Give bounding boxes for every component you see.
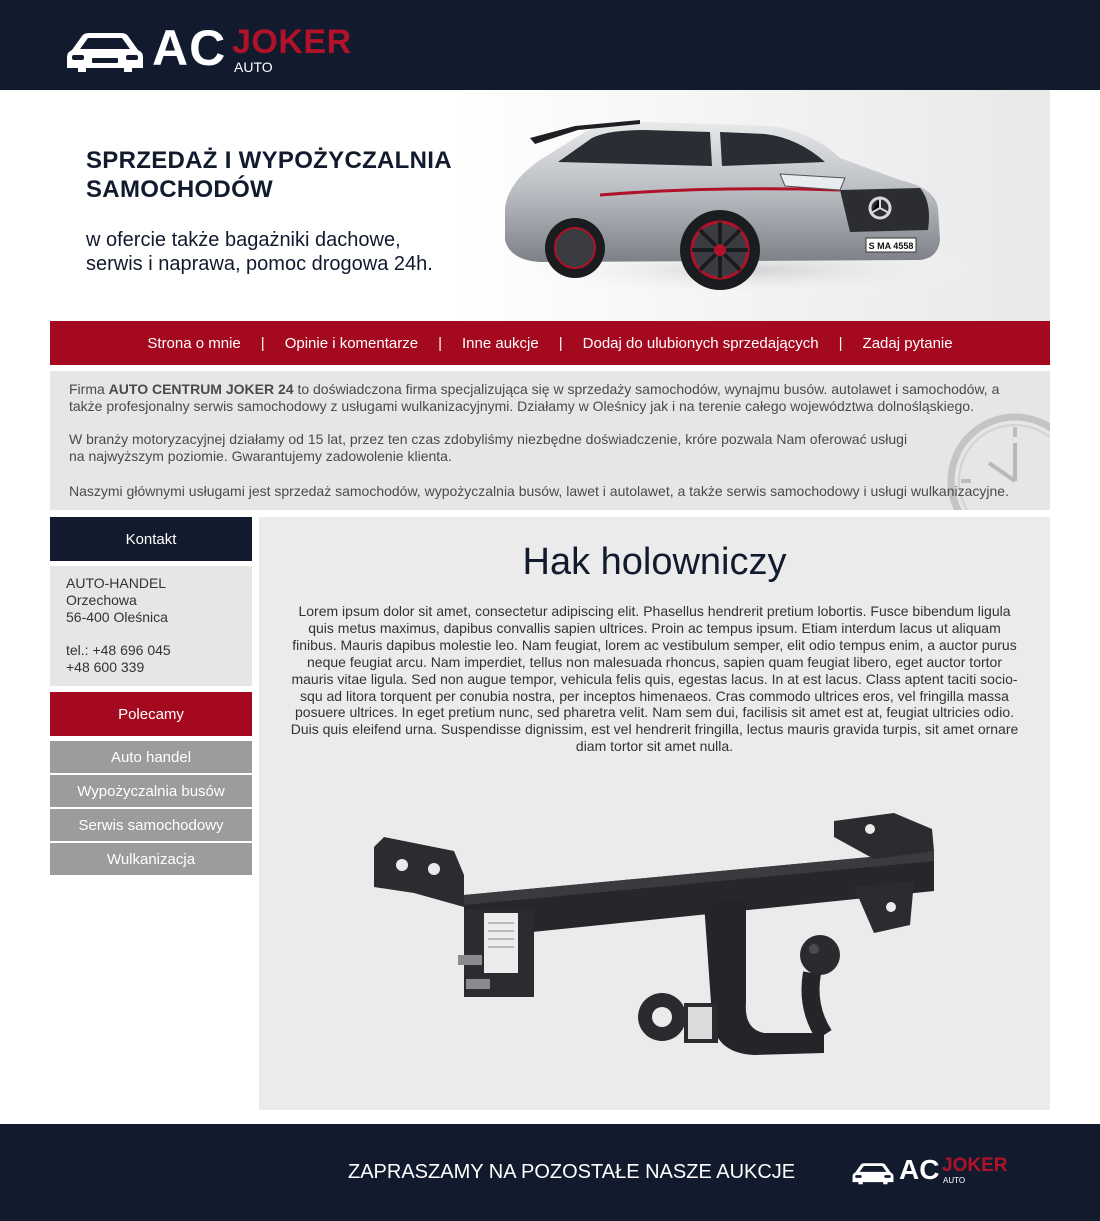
nav-item-about[interactable]: Strona o mnie [147, 334, 241, 352]
intro-section [50, 371, 1050, 510]
intro-paragraph-1 [69, 381, 999, 415]
hero-title-line: SPRZEDAŻ I WYPOŻYCZALNIA [86, 147, 452, 174]
nav-separator: | [558, 334, 563, 352]
contact-company: AUTO-HANDEL [66, 575, 167, 591]
footer-logo[interactable] [852, 1154, 1012, 1190]
logo-joker-text: JOKER [232, 23, 352, 61]
nav-item-other-auctions[interactable]: Inne aukcje [462, 334, 539, 352]
footer-cta-text[interactable]: ZAPRASZAMY NA POZOSTAŁE NASZE AUKCJE [348, 1161, 796, 1183]
intro-paragraph-2 [69, 431, 907, 465]
hero-title-line: SAMOCHODÓW [86, 176, 273, 203]
nav-item-ask-question[interactable]: Zadaj pytanie [862, 334, 953, 352]
footer [0, 1124, 1100, 1221]
contact-street: Orzechowa [66, 592, 137, 608]
tow-hitch-image [354, 807, 954, 1087]
sidebar-link-auto-handel[interactable]: Auto handel [50, 741, 252, 773]
contact-box [50, 566, 252, 686]
nav-separator: | [838, 334, 843, 352]
main-nav [50, 321, 1050, 365]
hero-banner [50, 90, 1050, 321]
intro-text: także profesjonalny serwis samochodowy z usługami wulkanizacyjnymi. Działamy w Oleśnicy jak i na terenie całego województwa dolnośląskiego. [69, 398, 974, 414]
product-content [259, 517, 1050, 1110]
logo-auto-text: AUTO [234, 59, 273, 75]
contact-city: 56-400 Oleśnica [66, 609, 168, 625]
sidebar-link-car-service[interactable]: Serwis samochodowy [50, 809, 252, 841]
nav-separator: | [438, 334, 442, 352]
footer-logo-auto: AUTO [943, 1176, 966, 1185]
nav-item-reviews[interactable]: Opinie i komentarze [284, 334, 419, 352]
intro-text: Naszymi głównymi usługami jest sprzedaż samochodów, wypożyczalnia busów, lawet i autolawet, a także serwis samochodowy i usługi wulkanizacyjne. [69, 483, 1009, 499]
intro-text: na najwyższym poziomie. Gwarantujemy zadowolenie klienta. [69, 448, 452, 464]
car-logo-icon [66, 28, 144, 74]
logo-ac-text: AC [152, 20, 227, 76]
nav-separator: | [260, 334, 265, 352]
sidebar-link-bus-rental[interactable]: Wypożyczalnia busów [50, 775, 252, 807]
contact-phone[interactable]: tel.: +48 696 045 [66, 642, 171, 658]
intro-paragraph-3 [69, 483, 1009, 500]
hero-title [86, 146, 506, 204]
product-title: Hak holowniczy [522, 541, 787, 583]
sidebar-link-tire-service[interactable]: Wulkanizacja [50, 843, 252, 875]
intro-text: W branży motoryzacyjnej działamy od 15 lat, przez ten czas zdobyliśmy niezbędne doświadczenie, króre pozwala Nam oferować usługi [69, 431, 908, 447]
recommend-heading: Polecamy [50, 692, 252, 736]
contact-phone[interactable]: +48 600 339 [66, 659, 145, 675]
top-header [0, 0, 1100, 90]
product-description: Lorem ipsum dolor sit amet, consectetur adipiscing elit. Phasellus hendrerit pretium lobortis. Fusce bibendum ligula quis metus maximus, dapibus convallis sapien ultrices. Proin ac tempus ipsum. Etiam interdum lacus ut aliquam finibus. Mauris dapibus molestie leo. Nam feugiat, lorem ac vestibulum semper, elit odio tempus enim, a auctor purus neque feugiat arcu. Nam imperdiet, tellus non malesuada rhoncus, sapien quam feugiat libero, eget auctor tortor mauris vitae ligula. Sed non augue tempor, vehicula felis quis, egestas lacus. In at est lacus. Class aptent taciti socio-squ ad litora torquent per conubia nostra, per inceptos himenaeos. Cras commodo ultrices eros, vel fringilla massa posuere ultrices. In eget pretium nunc, sed pharetra velit. Nam sem dui, facilisis sit amet est at, feugiat ultricies odio. Duis quis eleifend urna. Suspendisse dignissim, est vel hendrerit fringilla, lectus mauris gravida turpis, sit amet ornare diam tortor sit amet nulla. [290, 603, 1019, 755]
hero-subtitle-line: w ofercie także bagażniki dachowe, [86, 229, 401, 251]
intro-text: Firma [69, 381, 109, 397]
contact-heading: Kontakt [50, 517, 252, 561]
footer-logo-joker: JOKER [942, 1155, 1008, 1176]
company-name: AUTO CENTRUM JOKER 24 [108, 381, 294, 397]
hero-car-image [480, 90, 1050, 321]
hero-subtitle-line: serwis i naprawa, pomoc drogowa 24h. [86, 253, 433, 275]
car-logo-icon [852, 1160, 894, 1186]
nav-item-add-favorite[interactable]: Dodaj do ulubionych sprzedających [582, 334, 819, 352]
intro-text: to doświadczona firma specjalizująca się w sprzedaży samochodów, wynajmu busów. autolawet i samochodów, a [293, 381, 1000, 397]
hero-subtitle [86, 228, 506, 276]
license-plate-text: S MA 4558 [868, 241, 914, 251]
footer-logo-ac: AC [899, 1154, 940, 1185]
